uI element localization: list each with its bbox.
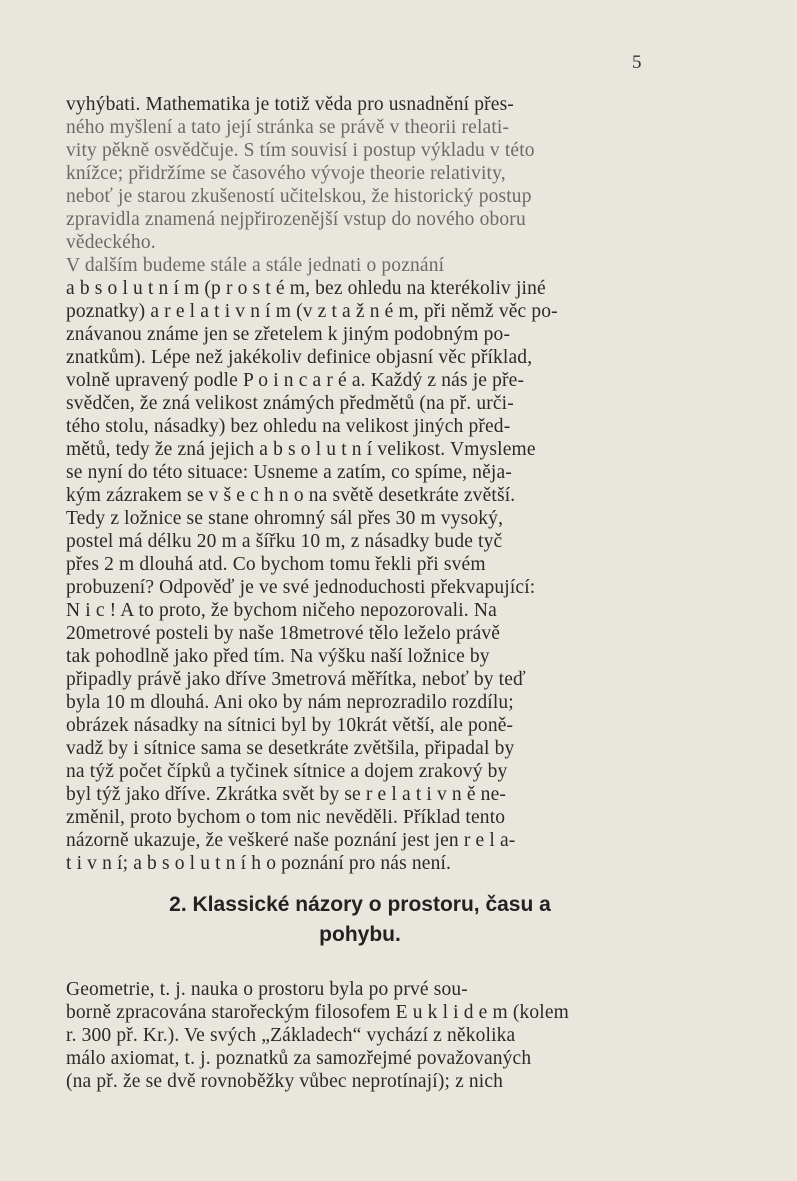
text-line: vědeckého. [66, 232, 156, 253]
text-line: volně upravený podle P o i n c a r é a. Každý z nás je pře- [66, 370, 525, 391]
text-line: zpravidla znamená nejpřirozenější vstup do nového oboru [66, 209, 526, 230]
text-line: tak pohodlně jako před tím. Na výšku naší ložnice by [66, 646, 490, 667]
text-line: Geometrie, t. j. nauka o prostoru byla po prvé sou- [66, 979, 468, 1000]
text-line: připadly právě jako dříve 3metrová měřítka, neboť by teď [66, 669, 526, 690]
section-heading-continued: pohybu. [319, 923, 401, 946]
text-line: tého stolu, násadky) bez ohledu na velikost jiných před- [66, 416, 511, 437]
text-line: poznatky) a r e l a t i v n í m (v z t a ž n é m, při němž věc po- [66, 301, 558, 322]
text-line: 20metrové posteli by naše 18metrové tělo leželo právě [66, 623, 501, 644]
text-line: názorně ukazuje, že veškeré naše poznání jest jen r e l a- [66, 830, 516, 851]
text-line: N i c ! A to proto, že bychom ničeho nepozorovali. Na [66, 600, 497, 621]
text-line: změnil, proto bychom o tom nic nevěděli. Příklad tento [66, 807, 506, 828]
text-line: ného myšlení a tato její stránka se právě v theorii relati- [66, 117, 510, 138]
text-line: vity pěkně osvědčuje. S tím souvisí i postup výkladu v této [66, 140, 535, 161]
text-line: se nyní do této situace: Usneme a zatím, co spíme, něja- [66, 462, 512, 483]
text-line: mětů, tedy že zná jejich a b s o l u t n í velikost. Vmysleme [66, 439, 536, 460]
text-line: znatkům). Lépe než jakékoliv definice objasní věc příklad, [66, 347, 533, 368]
text-line: borně zpracována starořeckým filosofem E u k l i d e m (kolem [66, 1002, 569, 1023]
text-line: a b s o l u t n í m (p r o s t é m, bez ohledu na kterékoliv jiné [66, 278, 546, 299]
text-line: byl týž jako dříve. Zkrátka svět by se r e l a t i v n ě ne- [66, 784, 507, 805]
text-line: vadž by i sítnice sama se desetkráte zvětšila, připadal by [66, 738, 515, 759]
text-line: knížce; přidržíme se časového vývoje theorie relativity, [66, 163, 506, 184]
text-line: postel má délku 20 m a šířku 10 m, z násadky bude tyč [66, 531, 503, 552]
text-line: probuzení? Odpověď je ve své jednoduchosti překvapující: [66, 577, 536, 598]
text-line: byla 10 m dlouhá. Ani oko by nám neprozradilo rozdílu; [66, 692, 514, 713]
text-line: na týž počet čípků a tyčinek sítnice a dojem zrakový by [66, 761, 508, 782]
text-line: r. 300 př. Kr.). Ve svých „Základech“ vychází z několika [66, 1025, 516, 1046]
text-line: (na př. že se dvě rovnoběžky vůbec neprotínají); z nich [66, 1071, 504, 1092]
text-line: Tedy z ložnice se stane ohromný sál přes 30 m vysoký, [66, 508, 504, 529]
text-line: V dalším budeme stále a stále jednati o poznání [66, 255, 445, 276]
section-heading: 2. Klassické názory o prostoru, času a [169, 893, 551, 916]
text-line: málo axiomat, t. j. poznatků za samozřejmé považovaných [66, 1048, 532, 1069]
text-line: kým zázrakem se v š e c h n o na světě desetkráte zvětší. [66, 485, 516, 506]
text-line: svědčen, že zná velikost známých předmětů (na př. urči- [66, 393, 514, 414]
text-line: přes 2 m dlouhá atd. Co bychom tomu řekli při svém [66, 554, 486, 575]
text-line: obrázek násadky na sítnici byl by 10krát větší, ale poně- [66, 715, 514, 736]
page-number: 5 [632, 52, 642, 73]
text-line: vyhýbati. Mathematika je totiž věda pro usnadnění přes- [66, 94, 514, 115]
text-line: t i v n í; a b s o l u t n í h o poznání pro nás není. [66, 853, 452, 874]
text-line: znávanou známe jen se zřetelem k jiným podobným po- [66, 324, 511, 345]
text-line: neboť je starou zkušeností učitelskou, že historický postup [66, 186, 532, 207]
